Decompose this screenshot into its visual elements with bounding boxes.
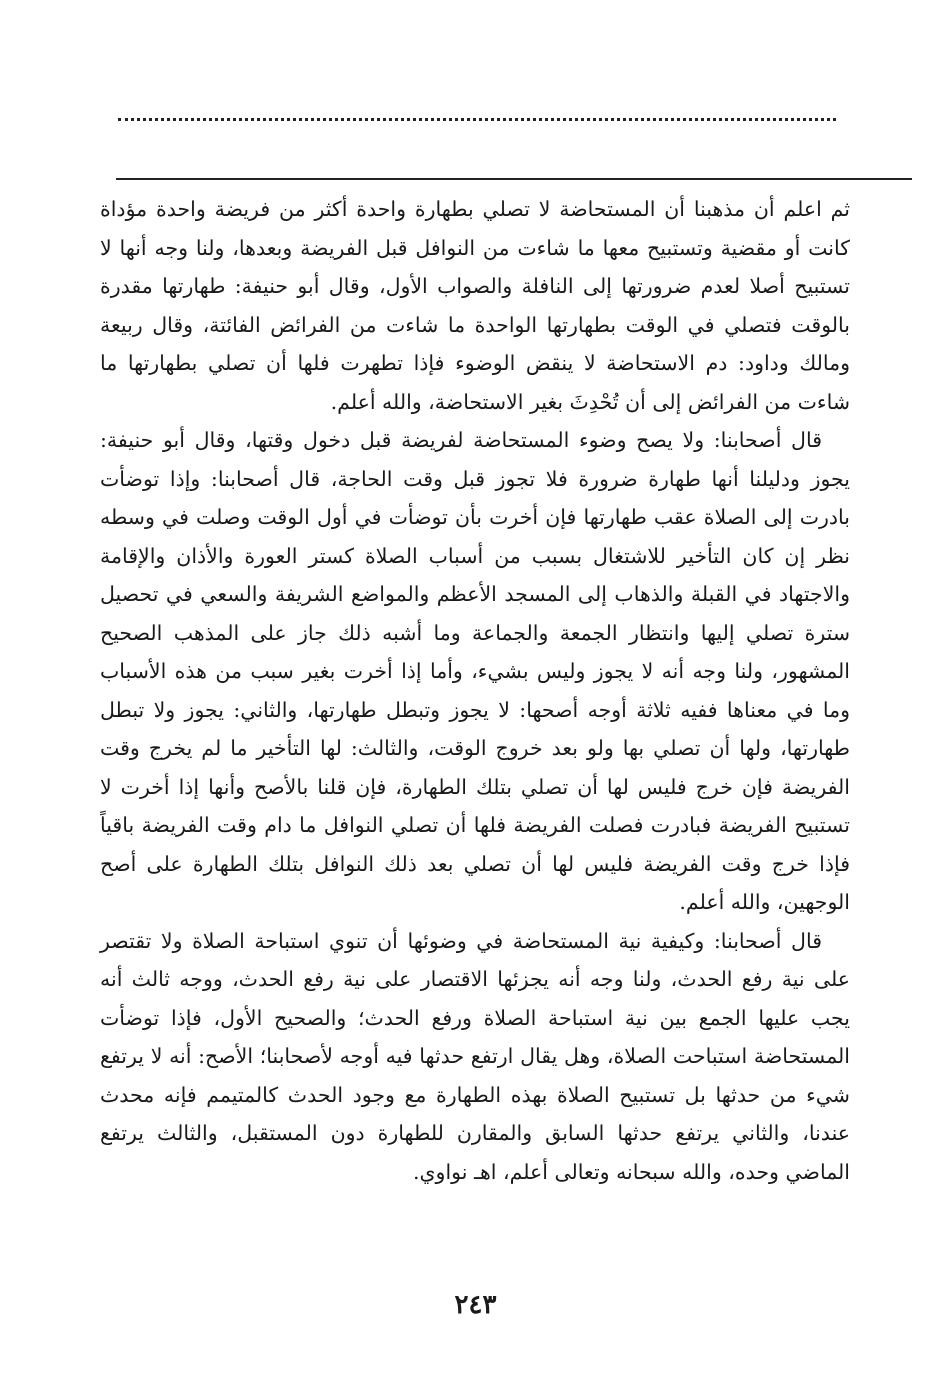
header-rule	[116, 178, 912, 180]
dotted-separator	[118, 118, 836, 121]
paragraph-2: قال أصحابنا: ولا يصح وضوء المستحاضة لفريضة قبل دخول وقتها، وقال أبو حنيفة: يجوز ودليلنا أنها طهارة ضرورة فلا تجوز قبل وقت الحاجة، قال أصحابنا: وإذا توضأت بادرت إلى الصلاة عقب طهارتها فإن أخرت بأن توضأت في أول الوقت وصلت في وسطه نظر إن كان التأخير للاشتغال بسبب من أسباب الصلاة كستر العورة والأذان والإقامة والاجتهاد في القبلة والذهاب إلى المسجد الأعظم والمواضع الشريفة والسعي في تحصيل سترة تصلي إليها وانتظار الجمعة والجماعة وما أشبه ذلك جاز على المذهب الصحيح المشهور، ولنا وجه أنه لا يجوز وليس بشيء، وأما إذا أخرت بغير سبب من هذه الأسباب وما في معناها ففيه ثلاثة أوجه أصحها: لا يجوز وتبطل طهارتها، والثاني: يجوز ولا تبطل طهارتها، ولها أن تصلي بها ولو بعد خروج الوقت، والثالث: لها التأخير ما لم يخرج وقت الفريضة فإن خرج فليس لها أن تصلي بتلك الطهارة، فإن قلنا بالأصح وأنها إذا أخرت لا تستبيح الفريضة فبادرت فصلت الفريضة فلها أن تصلي النوافل ما دام وقت الفريضة باقياً فإذا خرج وقت الفريضة فليس لها أن تصلي بعد ذلك النوافل بتلك الطهارة على أصح الوجهين، والله أعلم.	[100, 428, 850, 914]
page-number: ٢٤٣	[454, 1290, 497, 1320]
paragraph-3: قال أصحابنا: وكيفية نية المستحاضة في وضوئها أن تنوي استباحة الصلاة ولا تقتصر على نية رفع الحدث، ولنا وجه أنه يجزئها الاقتصار على نية رفع الحدث، ووجه ثالث أنه يجب عليها الجمع بين نية استباحة الصلاة ورفع الحدث؛ والصحيح الأول، فإذا توضأت المستحاضة استباحت الصلاة، وهل يقال ارتفع حدثها فيه أوجه لأصحابنا؛ الأصح: أنه لا يرتفع شيء من حدثها بل تستبيح الصلاة بهذه الطهارة مع وجود الحدث كالمتيمم فإنه محدث عندنا، والثاني يرتفع حدثها السابق والمقارن للطهارة دون المستقبل، والثالث يرتفع الماضي وحده، والله سبحانه وتعالى أعلم، اهـ نواوي.	[100, 928, 850, 1184]
body-text	[100, 190, 850, 1191]
paragraph-1: ثم اعلم أن مذهبنا أن المستحاضة لا تصلي بطهارة واحدة أكثر من فريضة واحدة مؤداة كانت أو مقضية وتستبيح معها ما شاءت من النوافل قبل الفريضة وبعدها، ولنا وجه أنها لا تستبيح أصلا لعدم ضرورتها إلى النافلة والصواب الأول، وقال أبو حنيفة: طهارتها مقدرة بالوقت فتصلي في الوقت بطهارتها الواحدة ما شاءت من الفرائض الفائتة، وقال ربيعة ومالك وداود: دم الاستحاضة لا ينقض الوضوء فإذا تطهرت فلها أن تصلي بطهارتها ما شاءت من الفرائض إلى أن تُحْدِثَ بغير الاستحاضة، والله أعلم.	[100, 197, 850, 414]
